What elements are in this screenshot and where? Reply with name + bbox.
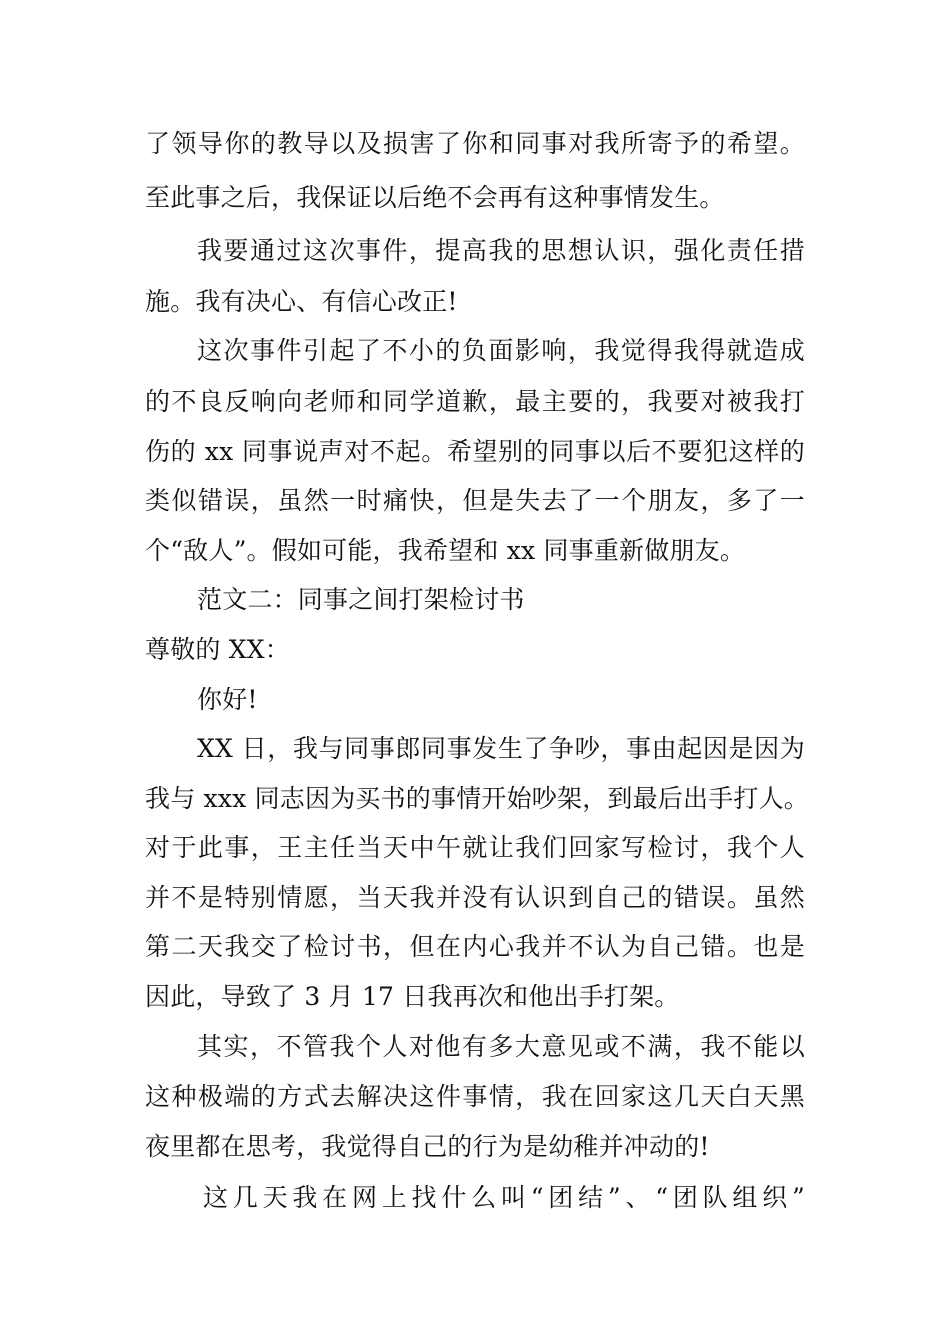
- text-line: 这种极端的方式去解决这件事情，我在回家这几天白天黑: [145, 1082, 805, 1111]
- text-line: 伤的 xx 同事说声对不起。希望别的同事以后不要犯这样的: [145, 437, 805, 466]
- text-line: 的不良反响向老师和同学道歉，最主要的，我要对被我打: [145, 387, 805, 416]
- greeting: 你好!: [197, 685, 258, 714]
- text-line: 因此，导致了 3 月 17 日我再次和他出手打架。: [145, 982, 680, 1011]
- text-line: 施。我有决心、有信心改正!: [145, 287, 458, 316]
- text-line: 夜里都在思考，我觉得自己的行为是幼稚并冲动的!: [145, 1132, 710, 1161]
- text-line: 并不是特别情愿，当天我并没有认识到自己的错误。虽然: [145, 883, 805, 912]
- text-line: 这几天我在网上找什么叫“团结”、“团队组织”: [203, 1183, 805, 1212]
- text-line: 这次事件引起了不小的负面影响，我觉得我得就造成: [197, 336, 805, 365]
- text-line: 类似错误，虽然一时痛快，但是失去了一个朋友，多了一: [145, 486, 805, 515]
- text-line: 第二天我交了检讨书，但在内心我并不认为自己错。也是: [145, 932, 805, 961]
- text-line: 了领导你的教导以及损害了你和同事对我所寄予的希望。: [145, 129, 805, 158]
- text-line: XX 日，我与同事郎同事发生了争吵，事由起因是因为: [197, 734, 805, 763]
- text-line: 我与 xxx 同志因为买书的事情开始吵架，到最后出手打人。: [145, 784, 809, 813]
- text-line: 我要通过这次事件，提高我的思想认识，强化责任措: [197, 236, 805, 265]
- text-line: 个“敌人”。假如可能，我希望和 xx 同事重新做朋友。: [145, 536, 746, 565]
- text-line: 至此事之后，我保证以后绝不会再有这种事情发生。: [145, 183, 725, 212]
- text-line: 对于此事，王主任当天中午就让我们回家写检讨，我个人: [145, 833, 805, 862]
- text-line: 其实，不管我个人对他有多大意见或不满，我不能以: [197, 1032, 805, 1061]
- section-heading: 范文二：同事之间打架检讨书: [197, 585, 525, 614]
- salutation: 尊敬的 XX：: [145, 635, 290, 664]
